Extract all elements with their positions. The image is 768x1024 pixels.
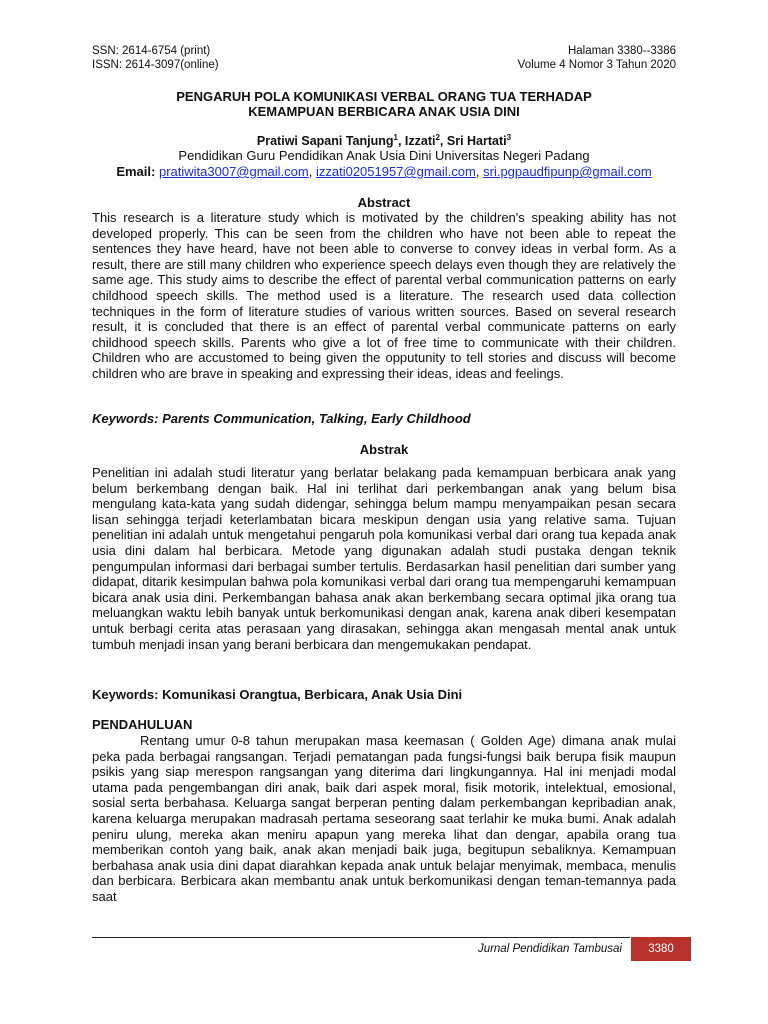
title-line-2: KEMAMPUAN BERBICARA ANAK USIA DINI (248, 104, 520, 119)
pendahuluan-heading: PENDAHULUAN (92, 717, 193, 732)
email-link-2[interactable]: izzati02051957@gmail.com (315, 164, 476, 179)
page-range: Halaman 3380--3386 (567, 45, 676, 57)
email-link-3[interactable]: sri.pgpaudfipunp@gmail.com (483, 164, 652, 179)
abstract-keywords: Keywords: Parents Communication, Talking, Early Childhood (92, 411, 471, 426)
email-line: Email: pratiwita3007@gmail.com, izzati02051957@gmail.com, sri.pgpaudfipunp@gmail.com (116, 164, 652, 179)
pendahuluan-text: Rentang umur 0-8 tahun merupakan masa keemasan ( Golden Age) dimana anak mulai peka pada berbagai rangsangan. Terjadi pematangan pada fungsi-fungsi baik berupa fisik maupun psikis yang siap merespon rangsangan yang diterima dari lingkungannya. Hal ini menjadi modal utama pada pengembangan diri anak, baik dari aspek moral, fisik motorik, intelektual, emosional, sosial serta berbahasa. Keluarga sangat berperan penting dalam perkembangan kepribadian anak, karena keluarga merupakan madrasah pertama seseorang saat terlahir ke muka bumi. Anak adalah peniru ulung, mereka akan meniru apapun yang mereka lihat dan dengar, apabila orang tua memberikan contoh yang baik, anak akan menjadi baik juga, begitupun sebaliknya. Kemampuan berbahasa anak usia dini dapat diarahkan kepada anak untuk belajar menyimak, membaca, menulis dan berbicara. Berbicara akan membantu anak untuk berkomunikasi dengan teman-temannya pada saat (92, 733, 676, 904)
author-1-sup: 1 (393, 133, 398, 142)
volume-info: Volume 4 Nomor 3 Tahun 2020 (517, 59, 676, 71)
issn-online: ISSN: 2614-3097(online) (92, 59, 219, 71)
author-list: Pratiwi Sapani Tanjung$^1$, Izzati$^2$, Sri Hartati$^3$ (256, 133, 512, 149)
page-number-badge (631, 937, 691, 961)
author-2: Izzati (404, 134, 436, 149)
title-line-1: PENGARUH POLA KOMUNIKASI VERBAL ORANG TUA TERHADAP (176, 89, 592, 104)
issn-block (92, 44, 219, 72)
author-2-sup: 2 (435, 133, 440, 142)
page-number: 3380 (648, 943, 674, 955)
author-3: Sri Hartati (446, 134, 507, 149)
footer-journal-name: Jurnal Pendidikan Tambusai (477, 943, 622, 955)
paper-title (92, 89, 676, 119)
author-1: Pratiwi Sapani Tanjung (256, 134, 394, 149)
footer-divider (92, 937, 630, 938)
affiliation: Pendidikan Guru Pendidikan Anak Usia Dini Universitas Negeri Padang (178, 148, 590, 163)
abstrak-text: Penelitian ini adalah studi literatur yang berlatar belakang pada kemampuan berbicara anak yang belum berkembang dengan baik. Hal ini terlihat dari perkembangan anak yang belum bisa mengulang kata-kata yang sudah didengar, sehingga belum mampu menyampaikan pesan secara lisan sehingga terjadi keterlambatan bicara meskipun dengan usia yang relative sama. Tujuan penelitian ini adalah untuk mengetahui pengaruh pola komunikasi verbal dari orang tua kepada anak usia dini dalam hal berbicara. Metode yang digunakan adalah studi pustaka dengan teknik pengumpulan informasi dari berbagai sumber tertulis. Berdasarkan hasil penelitian dari sumber yang didapat, ditarik kesimpulan bahwa pola komunikasi verbal dari orang tua mempengaruhi kemampuan bicara anak usia dini. Perkembangan bahasa anak akan berkembang secara optimal jika orang tua meluangkan waktu lebih banyak untuk berkomunikasi dengan anak, karena anak diberi kesempatan untuk berbagi cerita atas perasaan yang dirasakan, sehingga akan mengasah mental anak untuk tumbuh menjadi insan yang berani berbicara dan mengemukakan pendapat. (92, 465, 676, 652)
abstrak-heading: Abstrak (359, 442, 409, 457)
email-link-1[interactable]: pratiwita3007@gmail.com (158, 164, 309, 179)
author-3-sup: 3 (506, 133, 512, 142)
abstract-heading: Abstract (357, 195, 411, 210)
volume-block (518, 44, 676, 72)
abstract-text: This research is a literature study which is motivated by the children's speaking ability has not developed properly. This can be seen from the children who have not been able to repeat the sentences they have heard, have not been able to converse to convey ideas in verbal form. As a result, there are still many children who experience speech delays even though they are relatively the same age. This study aims to describe the effect of parental verbal communication patterns on early childhood speech skills. The method used is a literature. The research used data collection techniques in the form of literature studies of various written sources. Based on several research result, it is concluded that there is an effect of parental verbal communicate patterns on early childhood speech skills. Parents who give a lot of free time to communicate with their children. Children who are accustomed to being given the opputunity to tell stories and discuss will become children who are brave in speaking and expressing their ideas, ideas and feelings. (92, 210, 676, 381)
email-label: Email: (116, 164, 156, 179)
issn-print: SSN: 2614-6754 (print) (92, 45, 211, 57)
abstrak-keywords: Keywords: Komunikasi Orangtua, Berbicara, Anak Usia Dini (92, 687, 463, 702)
